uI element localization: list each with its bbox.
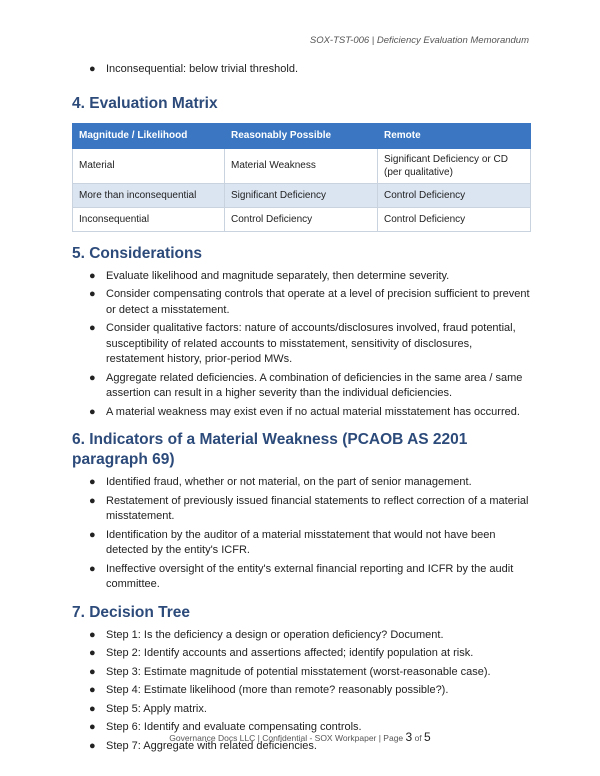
column-header: Magnitude / Likelihood (73, 123, 225, 148)
column-header: Remote (378, 123, 531, 148)
bullet-icon: ● (89, 721, 96, 733)
table-row (73, 207, 531, 231)
section-5-heading: 5. Considerations (72, 244, 203, 262)
bullet-icon: ● (89, 371, 96, 384)
list-item (72, 405, 530, 421)
list-item (72, 646, 530, 662)
considerations-list (72, 269, 530, 421)
page-footer (0, 730, 600, 744)
table-cell: Material (73, 148, 225, 183)
table-header-row (73, 123, 531, 148)
bullet-icon: ● (89, 322, 96, 334)
list-item-text: Step 2: Identify accounts and assertions affected; identify population at risk. (106, 647, 474, 659)
list-item-text: Step 3: Estimate magnitude of potential misstatement (worst-reasonable case). (106, 665, 491, 678)
table-row (73, 148, 531, 183)
list-item-text: Step 7: Aggregate with related deficiencies. (106, 739, 317, 752)
list-item (72, 321, 530, 368)
list-item-text: Ineffective oversight of the entity's external financial reporting and ICFR by the audit committee. (106, 562, 514, 590)
bullet-icon: ● (89, 405, 96, 418)
list-item-text: Consider qualitative factors: nature of accounts/disclosures involved, fraud potential, susceptibility of related accounts to misstatement, sensitivity of disclosures, restatement history, prior-period MWs. (106, 322, 516, 365)
list-item-text: Aggregate related deficiencies. A combination of deficiencies in the same area / same assertion can result in a higher severity than the individual deficiencies. (106, 371, 523, 399)
footer-text: Governance Docs LLC | Confidential - SOX Workpaper | Page (169, 733, 406, 743)
bullet-icon: ● (89, 628, 96, 641)
table-cell: More than inconsequential (73, 183, 225, 207)
list-item-text: Consider compensating controls that operate at a level of precision sufficient to prevent or detect a misstatement. (106, 288, 530, 316)
bullet-icon: ● (89, 476, 96, 488)
list-item-text: Evaluate likelihood and magnitude separately, then determine severity. (106, 269, 450, 282)
list-item (72, 665, 530, 681)
list-item (72, 62, 530, 78)
current-page-number: 3 (405, 730, 413, 744)
table-cell: Significant Deficiency or CD (per qualitative) (378, 148, 531, 183)
column-header: Reasonably Possible (225, 123, 378, 148)
bullet-icon: ● (89, 647, 96, 659)
intro-bullet-list (72, 62, 530, 78)
section-6-heading: 6. Indicators of a Material Weakness (PCAOB AS 2201 paragraph 69) (72, 431, 468, 468)
table-row (73, 183, 531, 207)
table-cell: Significant Deficiency (225, 183, 378, 207)
list-item (72, 494, 530, 525)
list-item-text: Step 6: Identify and evaluate compensating controls. (106, 721, 362, 733)
bullet-icon: ● (89, 269, 96, 282)
list-item (72, 562, 530, 593)
table-cell: Material Weakness (225, 148, 378, 183)
evaluation-matrix-table (72, 123, 531, 232)
list-item-text: Step 4: Estimate likelihood (more than remote? reasonably possible?). (106, 684, 449, 696)
list-item (72, 628, 530, 644)
list-item (72, 475, 530, 491)
list-item-text: Step 5: Apply matrix. (106, 702, 207, 715)
document-body (72, 62, 530, 757)
bullet-icon: ● (89, 494, 96, 507)
material-weakness-indicators-list (72, 475, 530, 593)
bullet-icon: ● (89, 684, 96, 696)
bullet-icon: ● (89, 702, 96, 715)
list-item (72, 269, 530, 285)
list-item (72, 528, 530, 559)
list-item-text: Restatement of previously issued financial statements to reflect correction of a material misstatement. (106, 494, 529, 522)
bullet-icon: ● (89, 528, 96, 541)
bullet-icon: ● (89, 63, 96, 75)
table-cell: Control Deficiency (225, 207, 378, 231)
list-item (72, 287, 530, 318)
bullet-icon: ● (89, 288, 96, 300)
table-cell: Control Deficiency (378, 207, 531, 231)
list-item-text: Step 1: Is the deficiency a design or operation deficiency? Document. (106, 628, 444, 641)
list-item-text: Inconsequential: below trivial threshold. (106, 63, 299, 75)
list-item (72, 702, 530, 718)
bullet-icon: ● (89, 739, 96, 752)
page-header: SOX-TST-006 | Deficiency Evaluation Memorandum (309, 35, 529, 46)
bullet-icon: ● (89, 562, 96, 575)
bullet-icon: ● (89, 665, 96, 678)
list-item-text: A material weakness may exist even if no actual material misstatement has occurred. (106, 405, 520, 418)
list-item-text: Identified fraud, whether or not material, on the part of senior management. (106, 476, 472, 488)
section-4-heading: 4. Evaluation Matrix (72, 94, 218, 112)
footer-of-text: of (412, 733, 425, 743)
list-item (72, 371, 530, 402)
table-cell: Inconsequential (73, 207, 225, 231)
table-cell: Control Deficiency (378, 183, 531, 207)
list-item-text: Identification by the auditor of a material misstatement that would not have been detected by the entity's ICFR. (106, 528, 496, 556)
list-item (72, 683, 530, 699)
total-page-count: 5 (424, 730, 431, 744)
section-7-heading: 7. Decision Tree (72, 603, 191, 621)
